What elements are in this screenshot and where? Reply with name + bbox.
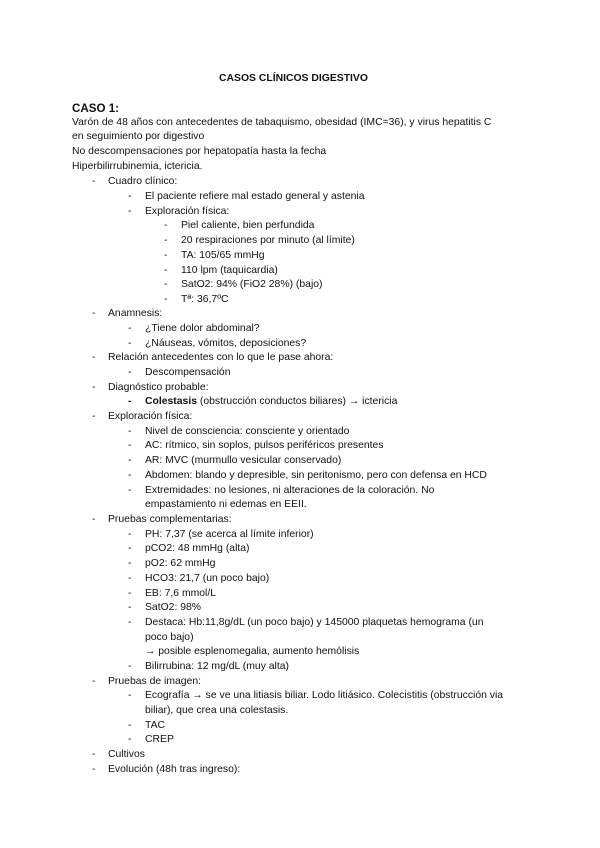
bullet-dash: - <box>92 352 96 363</box>
list-item-continuation: biliar), que crea una colestasis. <box>145 705 289 716</box>
bullet-dash: - <box>164 220 168 231</box>
list-item: TA: 105/65 mmHg <box>181 250 265 261</box>
bullet-dash: - <box>128 338 132 349</box>
bullet-dash: - <box>128 470 132 481</box>
list-item-continuation: poco bajo) <box>145 632 194 643</box>
section-label: Evolución (48h tras ingreso): <box>108 764 241 775</box>
bullet-dash: - <box>128 573 132 584</box>
list-item: SatO2: 94% (FiO2 28%) (bajo) <box>181 279 323 290</box>
section-label: Diagnóstico probable: <box>108 382 209 393</box>
bullet-dash: - <box>128 440 132 451</box>
list-item: Bilirrubina: 12 mg/dL (muy alta) <box>145 661 289 672</box>
list-item: ¿Náuseas, vómitos, deposiciones? <box>145 338 307 349</box>
list-item: AR: MVC (murmullo vesicular conservado) <box>145 455 342 466</box>
list-item: Extremidades: no lesiones, ni alteraciones de la coloración. No <box>145 485 435 496</box>
intro-line: No descompensaciones por hepatopatía hasta la fecha <box>72 146 327 157</box>
bullet-dash: - <box>128 602 132 613</box>
bullet-dash: - <box>128 455 132 466</box>
section-label: Cultivos <box>108 749 145 760</box>
diagnosis-bold: Colestasis <box>145 396 197 407</box>
bullet-dash: - <box>128 367 132 378</box>
bullet-dash: - <box>92 676 96 687</box>
section-label: Relación antecedentes con lo que le pase ahora: <box>108 352 334 363</box>
bullet-dash: - <box>92 514 96 525</box>
list-item: HCO3: 21,7 (un poco bajo) <box>145 573 270 584</box>
bullet-dash: - <box>128 720 132 731</box>
list-item-continuation: → posible esplenomegalia, aumento hemólisis <box>145 646 360 657</box>
list-item: CREP <box>145 734 174 745</box>
bullet-dash: - <box>92 411 96 422</box>
bullet-dash: - <box>128 734 132 745</box>
intro-line: Varón de 48 años con antecedentes de tabaquismo, obesidad (IMC=36), y virus hepatitis C <box>72 117 492 128</box>
bullet-dash: - <box>164 235 168 246</box>
bullet-dash: - <box>128 661 132 672</box>
bullet-dash: - <box>164 265 168 276</box>
intro-line: en seguimiento por digestivo <box>72 131 205 142</box>
bullet-dash: - <box>164 279 168 290</box>
bullet-dash: - <box>128 426 132 437</box>
list-item: AC: rítmico, sin soplos, pulsos periféricos presentes <box>145 440 384 451</box>
list-item: Ecografía → se ve una litiasis biliar. Lodo litiásico. Colecistitis (obstrucción via <box>145 690 504 701</box>
list-item: Destaca: Hb:11,8g/dL (un poco bajo) y 145000 plaquetas hemograma (un <box>145 617 484 628</box>
list-item: 110 lpm (taquicardia) <box>181 265 278 276</box>
bullet-dash: - <box>164 294 168 305</box>
bullet-dash: - <box>92 308 96 319</box>
bullet-dash: - <box>128 543 132 554</box>
list-item: Piel caliente, bien perfundida <box>181 220 315 231</box>
list-item: El paciente refiere mal estado general y astenia <box>145 191 365 202</box>
bullet-dash: - <box>92 749 96 760</box>
bullet-dash: - <box>128 485 132 496</box>
bullet-dash: - <box>92 764 96 775</box>
bullet-dash: - <box>92 176 96 187</box>
bullet-dash: - <box>128 206 132 217</box>
bullet-dash: - <box>128 323 132 334</box>
bullet-dash: - <box>128 558 132 569</box>
list-item: pCO2: 48 mmHg (alta) <box>145 543 250 554</box>
bullet-dash: - <box>128 588 132 599</box>
section-label: Pruebas de imagen: <box>108 676 201 687</box>
bullet-dash: - <box>128 617 132 628</box>
list-item: EB: 7,6 mmol/L <box>145 588 217 599</box>
case-heading: CASO 1: <box>72 102 120 115</box>
bullet-dash: - <box>128 690 132 701</box>
document-title: CASOS CLÍNICOS DIGESTIVO <box>219 73 368 84</box>
bullet-dash: - <box>128 191 132 202</box>
list-item: Nivel de consciencia: consciente y orientado <box>145 426 350 437</box>
list-item-continuation: empastamiento ni edemas en EEII. <box>145 499 307 510</box>
list-item: 20 respiraciones por minuto (al límite) <box>181 235 355 246</box>
list-item: Tª: 36,7ºC <box>181 294 229 305</box>
bullet-dash: - <box>128 529 132 540</box>
list-item: Exploración física: <box>145 206 230 217</box>
bullet-dash: - <box>92 382 96 393</box>
list-item: Abdomen: blando y depresible, sin peritonismo, pero con defensa en HCD <box>145 470 487 481</box>
bullet-dash: - <box>128 396 132 407</box>
list-item: ¿Tiene dolor abdominal? <box>145 323 260 334</box>
diagnosis-item <box>145 395 397 408</box>
diagnosis-rest: (obstrucción conductos biliares) → ictericia <box>196 396 398 407</box>
list-item: Descompensación <box>145 367 231 378</box>
section-label: Cuadro clínico: <box>108 176 178 187</box>
intro-line: Hiperbilirrubinemia, ictericia. <box>72 161 203 172</box>
list-item: TAC <box>145 720 166 731</box>
list-item: SatO2: 98% <box>145 602 202 613</box>
bullet-dash: - <box>164 250 168 261</box>
section-label: Exploración física: <box>108 411 193 422</box>
list-item: PH: 7,37 (se acerca al límite inferior) <box>145 529 314 540</box>
list-item: pO2: 62 mmHg <box>145 558 216 569</box>
section-label: Anamnesis: <box>108 308 163 319</box>
section-label: Pruebas complementarias: <box>108 514 232 525</box>
